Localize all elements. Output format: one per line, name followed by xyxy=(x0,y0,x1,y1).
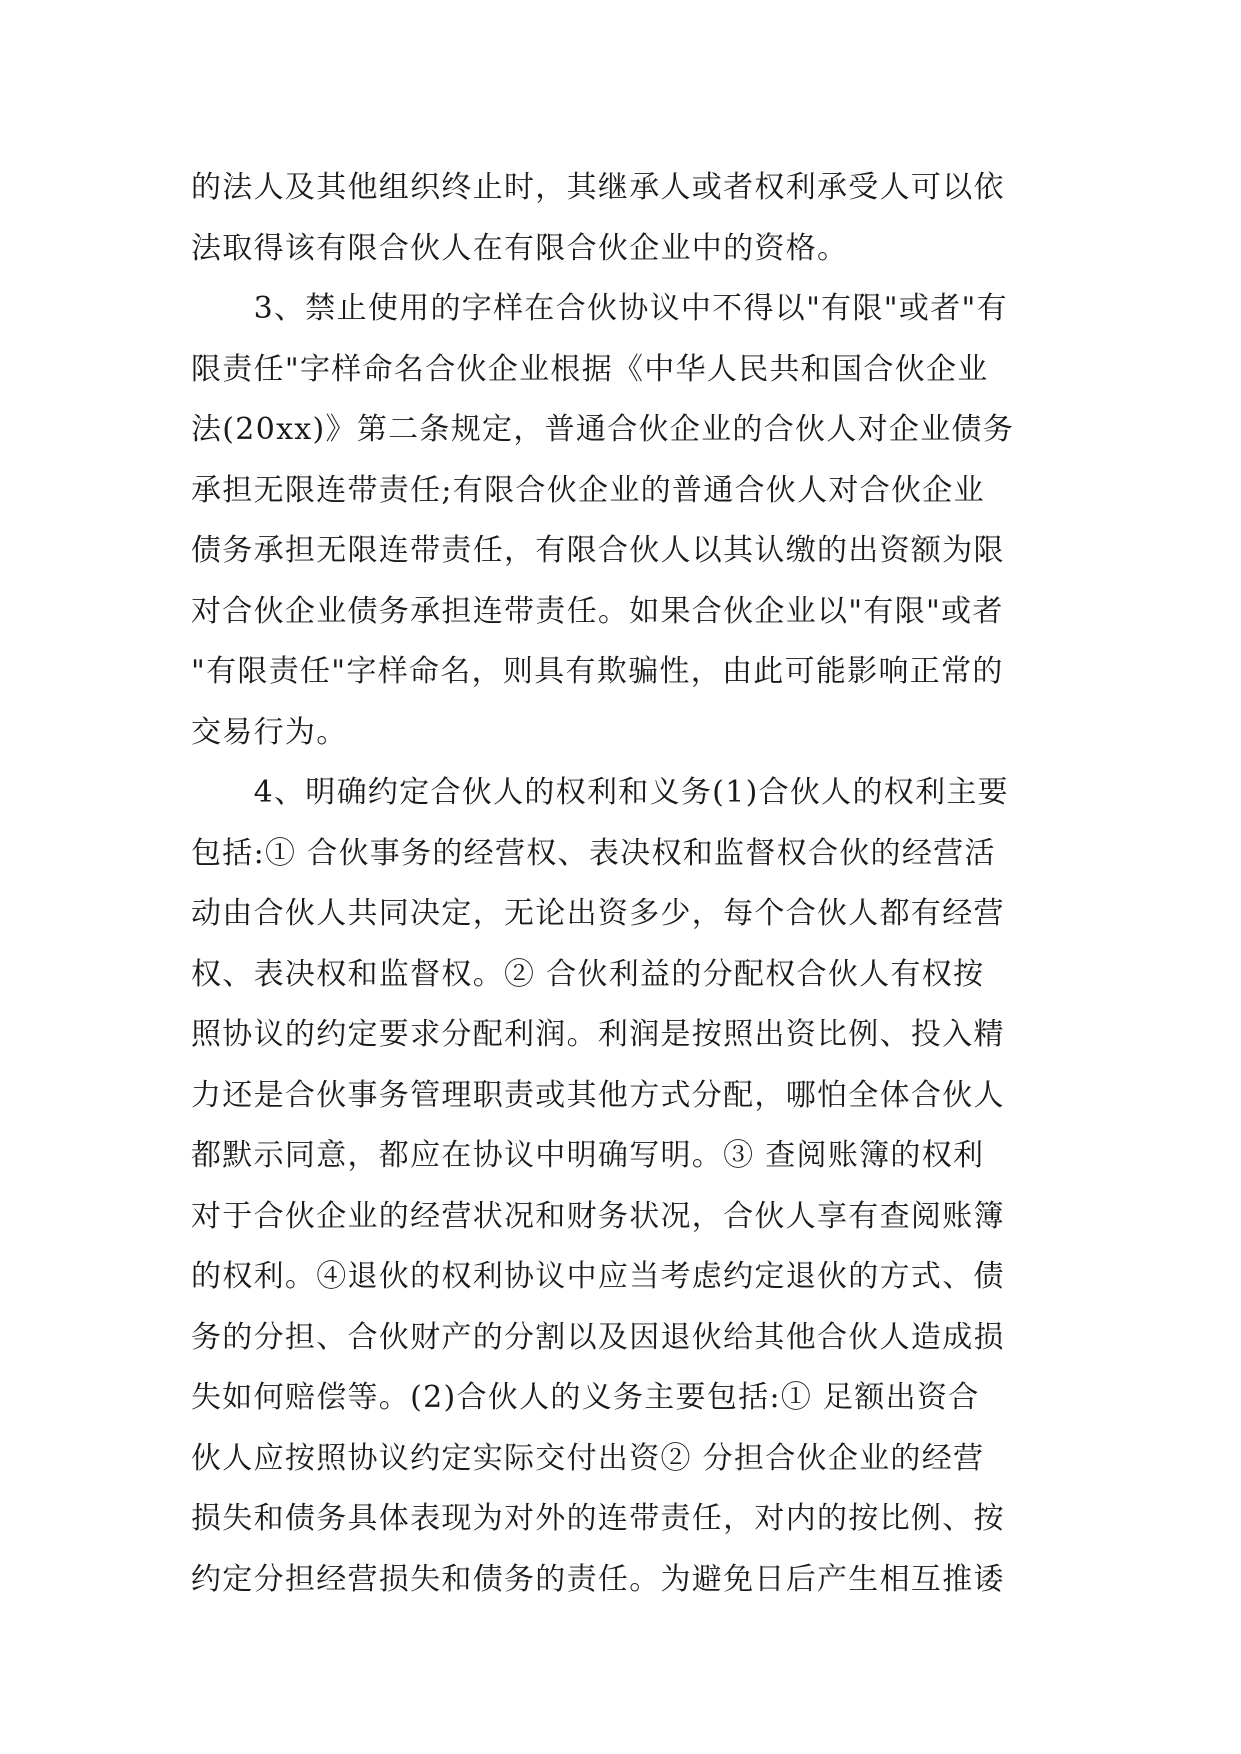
body-text xyxy=(191,158,1051,1610)
text-line: 承担无限连带责任;有限合伙企业的普通合伙人对合伙企业 xyxy=(191,472,985,508)
text-line: 力还是合伙事务管理职责或其他方式分配，哪怕全体合伙人 xyxy=(191,1077,1005,1113)
text-line: 法(20xx)》第二条规定，普通合伙企业的合伙人对企业债务 xyxy=(191,412,1015,447)
text-line: 限责任"字样命名合伙企业根据《中华人民共和国合伙企业 xyxy=(191,351,989,387)
text-line: 4、明确约定合伙人的权利和义务(1)合伙人的权利主要 xyxy=(191,775,1009,810)
text-line: 都默示同意，都应在协议中明确写明。③ 查阅账簿的权利 xyxy=(191,1138,985,1173)
text-line: 动由合伙人共同决定，无论出资多少，每个合伙人都有经营 xyxy=(191,896,1005,931)
text-line: 债务承担无限连带责任，有限合伙人以其认缴的出资额为限 xyxy=(191,533,1005,568)
text-line: 交易行为。 xyxy=(191,714,348,750)
text-line: 对于合伙企业的经营状况和财务状况，合伙人享有查阅账簿 xyxy=(191,1198,1005,1234)
text-line: 法取得该有限合伙人在有限合伙企业中的资格。 xyxy=(191,230,849,266)
text-line: 损失和债务具体表现为对外的连带责任，对内的按比例、按 xyxy=(191,1501,1005,1536)
text-line: "有限责任"字样命名，则具有欺骗性，由此可能影响正常的 xyxy=(191,654,1004,689)
text-line: 包括:① 合伙事务的经营权、表决权和监督权合伙的经营活 xyxy=(191,835,996,871)
text-line: 失如何赔偿等。(2)合伙人的义务主要包括:① 足额出资合 xyxy=(191,1380,980,1415)
text-line: 约定分担经营损失和债务的责任。为避免日后产生相互推诿 xyxy=(191,1561,1005,1597)
text-line: 务的分担、合伙财产的分割以及因退伙给其他合伙人造成损 xyxy=(191,1319,1005,1355)
text-line: 的法人及其他组织终止时，其继承人或者权利承受人可以依 xyxy=(191,170,1005,205)
text-line: 3、禁止使用的字样在合伙协议中不得以"有限"或者"有 xyxy=(191,291,1008,326)
text-line: 权、表决权和监督权。② 合伙利益的分配权合伙人有权按 xyxy=(191,956,985,992)
text-line: 照协议的约定要求分配利润。利润是按照出资比例、投入精 xyxy=(191,1017,1005,1052)
text-line: 的权利。④退伙的权利协议中应当考虑约定退伙的方式、债 xyxy=(191,1259,1005,1294)
text-line: 伙人应按照协议约定实际交付出资② 分担合伙企业的经营 xyxy=(191,1440,985,1476)
text-line: 对合伙企业债务承担连带责任。如果合伙企业以"有限"或者 xyxy=(191,593,1004,629)
